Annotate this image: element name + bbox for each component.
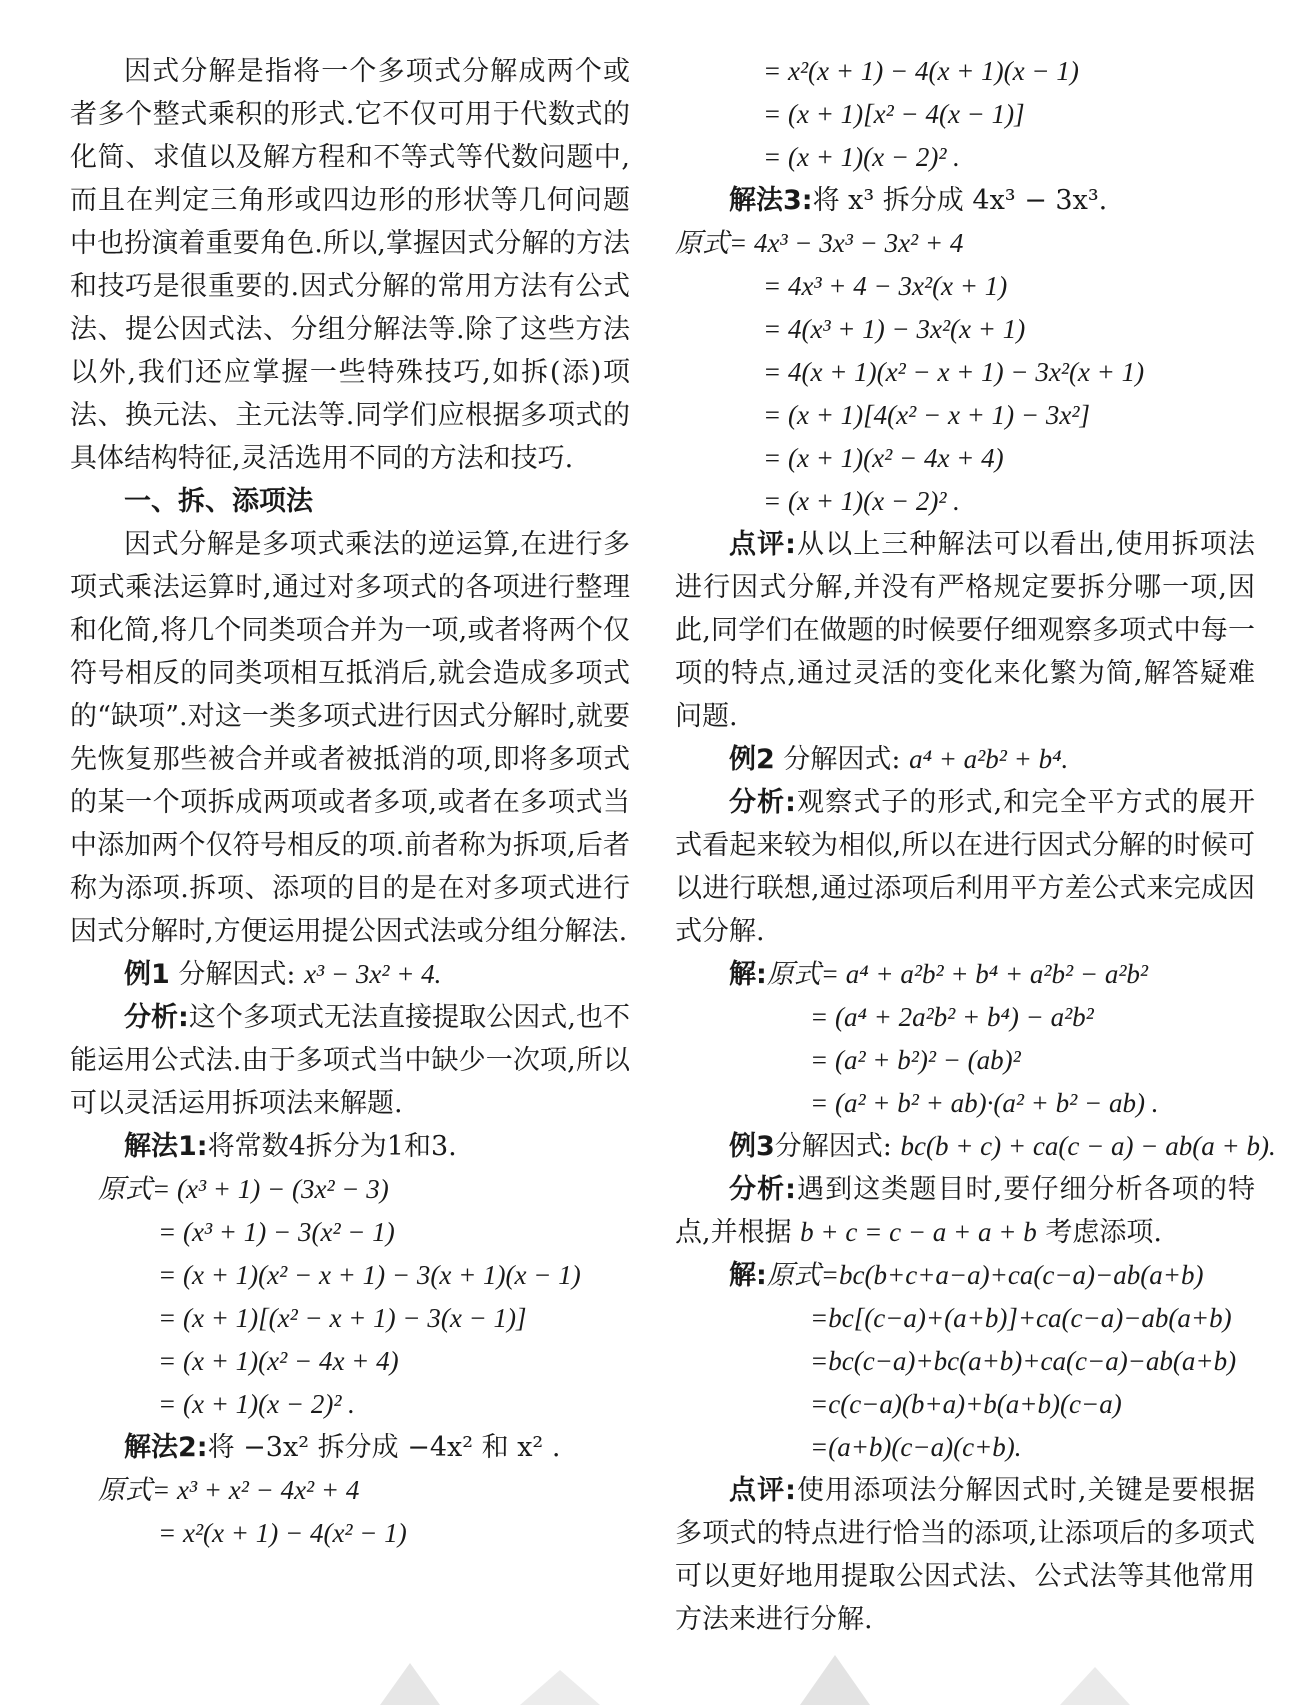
- example-2-solution-head: [675, 953, 1255, 996]
- solution-2-head: [70, 1426, 630, 1469]
- example-3-line: =bc(c−a)+bc(a+b)+ca(c−a)−ab(a+b): [810, 1346, 1237, 1376]
- solution-3-line: = (x + 1)(x² − 4x + 4): [763, 443, 1004, 473]
- example-2-line: = (a² + b²)² − (ab)²: [810, 1045, 1021, 1075]
- solution-2-cont-line: = (x + 1)[x² − 4(x − 1)]: [763, 99, 1025, 129]
- solution-1-line: = (x + 1)(x² − x + 1) − 3(x + 1)(x − 1): [158, 1260, 581, 1290]
- solution-1-line: 原式= (x³ + 1) − (3x² − 3): [98, 1174, 389, 1204]
- analysis-label: 分析:: [729, 1174, 796, 1205]
- example-3: [675, 1125, 1276, 1168]
- example-1-text: 分解因式:: [169, 959, 305, 990]
- solution-3-label: 解法3:: [729, 185, 813, 216]
- example-3-line: =c(c−a)(b+a)+b(a+b)(c−a): [810, 1389, 1122, 1419]
- analysis-label: 分析:: [729, 787, 796, 818]
- solution-label: 解:: [729, 1260, 767, 1291]
- analysis-2: [675, 781, 1255, 953]
- solution-label: 解:: [729, 959, 767, 990]
- example-2: [675, 738, 1255, 781]
- example-2-label: 例2: [729, 744, 775, 775]
- section-heading: 一、拆、添项法: [124, 486, 313, 517]
- example-1-expr: x³ − 3x² + 4.: [304, 959, 442, 989]
- analysis-1: [70, 996, 630, 1125]
- comment-1: [675, 523, 1255, 738]
- comment-2-text: 使用添项法分解因式时,关键是要根据多项式的特点进行恰当的添项,让添项后的多项式可以更好地用提取公因式法、公式法等其他常用方法来进行分解.: [675, 1475, 1255, 1635]
- example-2-line: = (a² + b² + ab)·(a² + b² − ab) .: [810, 1088, 1159, 1118]
- solution-2-text: 将 −3x² 拆分成 −4x² 和 x² .: [207, 1432, 561, 1463]
- solution-2-label: 解法2:: [124, 1432, 208, 1463]
- solution-1-line: = (x + 1)(x − 2)² .: [158, 1389, 355, 1419]
- solution-1-text: 将常数4拆分为1和3.: [207, 1131, 457, 1162]
- analysis-3-text-a: 遇到这类题目时,要仔细分析各项的特点,并根据: [675, 1174, 1255, 1248]
- solution-3-line: = 4x³ + 4 − 3x²(x + 1): [763, 271, 1008, 301]
- example-3-line: 原式=bc(b+c+a−a)+ca(c−a)−ab(a+b): [766, 1260, 1204, 1290]
- example-2-line: 原式= a⁴ + a²b² + b⁴ + a²b² − a²b²: [766, 959, 1149, 989]
- solution-3-line: = (x + 1)(x − 2)² .: [763, 486, 960, 516]
- solution-2-line: 原式= x³ + x² − 4x² + 4: [98, 1475, 360, 1505]
- solution-2-cont-line: = (x + 1)(x − 2)² .: [763, 142, 960, 172]
- example-3-expr: bc(b + c) + ca(c − a) − ab(a + b).: [900, 1131, 1276, 1161]
- example-3-text: 分解因式:: [774, 1131, 901, 1162]
- analysis-1-text: 这个多项式无法直接提取公因式,也不能运用公式法.由于多项式当中缺少一次项,所以可以灵活运用拆项法来解题.: [70, 1002, 630, 1119]
- example-2-line: = (a⁴ + 2a²b² + b⁴) − a²b²: [810, 1002, 1094, 1032]
- example-1-label: 例1: [124, 959, 170, 990]
- example-2-text: 分解因式:: [774, 744, 910, 775]
- solution-3-line: = 4(x³ + 1) − 3x²(x + 1): [763, 314, 1026, 344]
- comment-2: [675, 1469, 1255, 1641]
- analysis-label: 分析:: [124, 1002, 189, 1033]
- right-column: [675, 50, 1276, 1641]
- solution-1-line: = (x³ + 1) − 3(x² − 1): [158, 1217, 395, 1247]
- solution-3-head: [675, 179, 1255, 222]
- solution-1-head: [70, 1125, 630, 1168]
- example-3-solution-head: [675, 1254, 1255, 1297]
- solution-3-line: = 4(x + 1)(x² − x + 1) − 3x²(x + 1): [763, 357, 1145, 387]
- example-1: [70, 953, 630, 996]
- comment-label: 点评:: [729, 1475, 796, 1506]
- example-3-label: 例3: [729, 1131, 775, 1162]
- example-2-expr: a⁴ + a²b² + b⁴.: [909, 744, 1069, 774]
- solution-3-text: 将 x³ 拆分成 4x³ − 3x³.: [812, 185, 1108, 216]
- intro-paragraph: 因式分解是指将一个多项式分解成两个或者多个整式乘积的形式.它不仅可用于代数式的化简、求值以及解方程和不等式等代数问题中,而且在判定三角形或四边形的形状等几何问题中也扮演着重要角色.所以,掌握因式分解的方法和技巧是很重要的.因式分解的常用方法有公式法、提公因式法、分组分解法等.除了这些方法以外,我们还应掌握一些特殊技巧,如拆(添)项法、换元法、主元法等.同学们应根据多项式的具体结构特征,灵活选用不同的方法和技巧.: [70, 56, 630, 474]
- footer-decoration: [0, 1645, 1300, 1705]
- example-3-line: =bc[(c−a)+(a+b)]+ca(c−a)−ab(a+b): [810, 1303, 1232, 1333]
- analysis-3-text-b: 考虑添项.: [1036, 1217, 1162, 1248]
- solution-2-line: = x²(x + 1) − 4(x² − 1): [158, 1518, 407, 1548]
- analysis-2-text: 观察式子的形式,和完全平方式的展开式看起来较为相似,所以在进行因式分解的时候可以进行联想,通过添项后利用平方差公式来完成因式分解.: [675, 787, 1255, 947]
- left-column: [70, 50, 630, 1555]
- example-3-line: =(a+b)(c−a)(c+b).: [810, 1432, 1022, 1462]
- solution-1-label: 解法1:: [124, 1131, 208, 1162]
- comment-label: 点评:: [729, 529, 796, 560]
- solution-2-cont-line: = x²(x + 1) − 4(x + 1)(x − 1): [763, 56, 1079, 86]
- solution-1-line: = (x + 1)[(x² − x + 1) − 3(x − 1)]: [158, 1303, 527, 1333]
- solution-3-line: 原式= 4x³ − 3x³ − 3x² + 4: [675, 228, 964, 258]
- comment-1-text: 从以上三种解法可以看出,使用拆项法进行因式分解,并没有严格规定要拆分哪一项,因此,同学们在做题的时候要仔细观察多项式中每一项的特点,通过灵活的变化来化繁为简,解答疑难问题.: [675, 529, 1255, 732]
- analysis-3: [675, 1168, 1255, 1254]
- solution-1-line: = (x + 1)(x² − 4x + 4): [158, 1346, 399, 1376]
- section-paragraph: 因式分解是多项式乘法的逆运算,在进行多项式乘法运算时,通过对多项式的各项进行整理和化简,将几个同类项合并为一项,或者将两个仅符号相反的同类项相互抵消后,就会造成多项式的“缺项”.对这一类多项式进行因式分解时,就要先恢复那些被合并或者被抵消的项,即将多项式的某一个项拆成两项或者多项,或者在多项式当中添加两个仅符号相反的项.前者称为拆项,后者称为添项.拆项、添项的目的是在对多项式进行因式分解时,方便运用提公因式法或分组分解法.: [70, 529, 630, 947]
- analysis-3-expr: b + c = c − a + a + b: [800, 1217, 1037, 1247]
- solution-3-line: = (x + 1)[4(x² − x + 1) − 3x²]: [763, 400, 1090, 430]
